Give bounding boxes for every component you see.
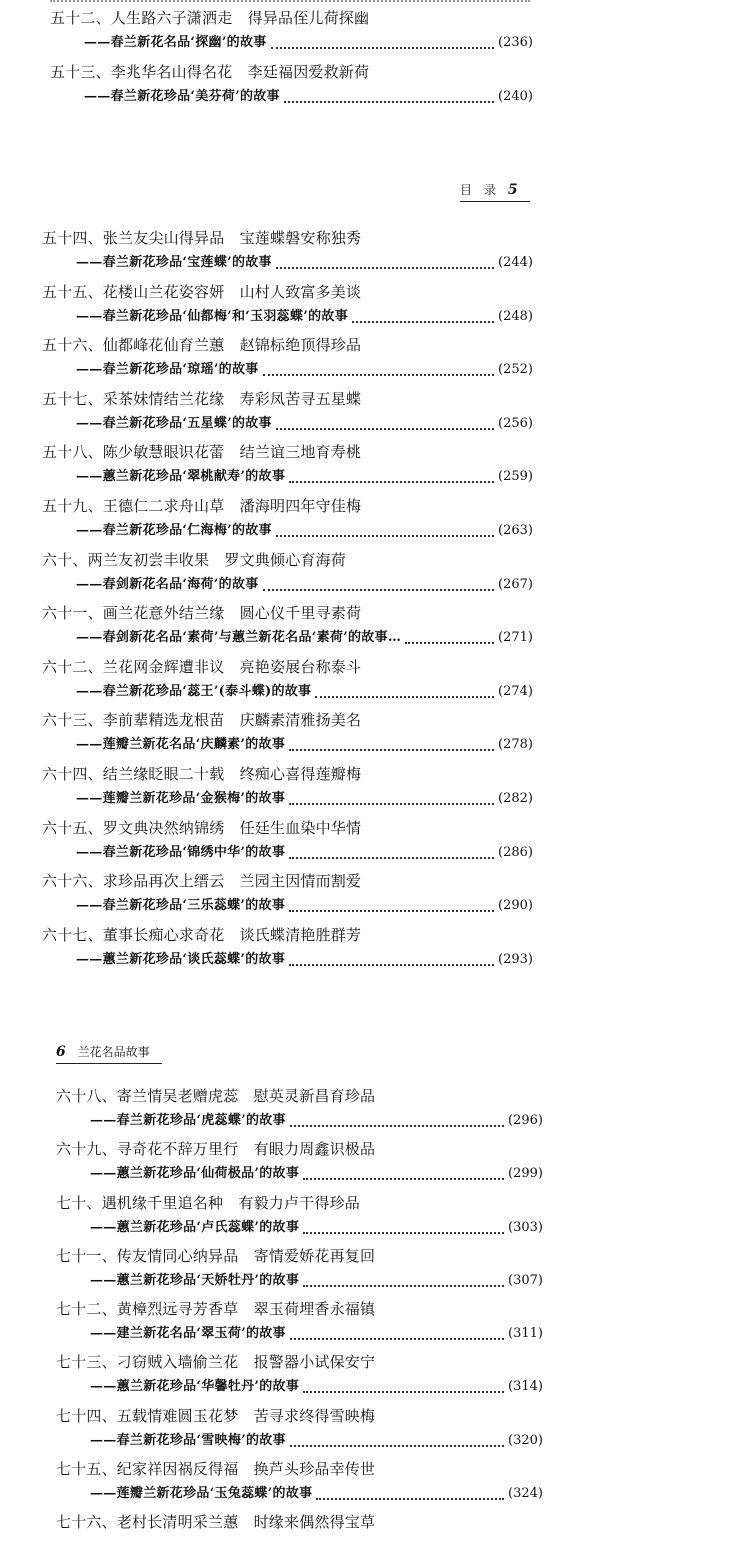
story-line xyxy=(56,1165,543,1183)
story-line xyxy=(50,88,533,106)
chapter-title: 五十二、人生路六子潇洒走 得异品侄儿荷探幽 xyxy=(50,9,370,27)
story-subtitle: ——春剑新花名品‘海荷’的故事 xyxy=(76,576,259,592)
toc-entry xyxy=(56,1352,543,1405)
story-line xyxy=(42,790,533,808)
story-subtitle: ——莲瓣兰新花名品‘庆麟素’的故事 xyxy=(76,737,286,753)
chapter-title: 七十二、黄樟烈远寻芳香草 翠玉荷埋香永福镇 xyxy=(56,1300,376,1319)
dot-leader xyxy=(289,847,494,859)
story-line xyxy=(56,1272,543,1290)
chapter-title: 五十三、李兆华名山得名花 李廷福因爱救新荷 xyxy=(50,62,370,81)
story-subtitle: ——蕙兰新花珍品‘华馨牡丹’的故事 xyxy=(90,1379,300,1395)
story-line xyxy=(42,736,533,754)
dot-leader xyxy=(405,632,494,644)
dot-leader xyxy=(303,1381,504,1393)
chapter-title: 五十九、王德仁二求舟山草 潘海明四年守佳梅 xyxy=(42,496,362,515)
story-line xyxy=(42,844,533,862)
page-number: (293) xyxy=(498,951,533,967)
toc-entry xyxy=(42,228,533,282)
page-header-right xyxy=(460,182,530,202)
chapter-title: 六十二、兰花网金辉遭非议 亮艳姿展台称泰斗 xyxy=(42,657,362,676)
toc-entry xyxy=(42,710,533,764)
story-line xyxy=(42,897,533,915)
page-number: (307) xyxy=(508,1272,543,1288)
toc-entry xyxy=(56,1512,543,1565)
story-subtitle: ——春兰新花珍品‘锦绣中华’的故事 xyxy=(76,844,286,860)
toc-entry xyxy=(42,818,533,872)
chapter-title: 六十一、画兰花意外结兰缘 圆心仪千里寻素荷 xyxy=(42,604,362,623)
toc-entry xyxy=(42,282,533,336)
cut-off-previous-line xyxy=(50,0,530,6)
page-number: (303) xyxy=(508,1219,543,1235)
chapter-title: 六十九、寻奇花不辞万里行 有眼力周鑫识极品 xyxy=(56,1140,376,1159)
story-line xyxy=(56,1112,543,1130)
story-subtitle: ——春兰新花珍品‘宝莲蝶’的故事 xyxy=(76,255,272,270)
dot-leader xyxy=(276,418,494,430)
story-subtitle: ——蕙兰新花珍品‘谈氏蕊蝶’的故事 xyxy=(76,951,286,967)
dot-leader xyxy=(289,793,494,805)
page-number: (248) xyxy=(498,308,533,324)
page-number: (274) xyxy=(498,683,533,699)
toc-entry xyxy=(42,871,533,925)
dot-leader xyxy=(290,1115,504,1127)
story-line xyxy=(42,254,533,272)
page-number: (236) xyxy=(498,35,533,50)
story-subtitle: ——春兰新花珍品‘雪映梅’的故事 xyxy=(90,1432,286,1448)
page-number: (286) xyxy=(498,844,533,860)
dot-leader xyxy=(290,1328,504,1340)
page-number: (256) xyxy=(498,415,533,431)
chapter-title: 六十六、求珍品再次上缙云 兰园主因情而割爱 xyxy=(42,872,362,891)
story-subtitle: ——莲瓣兰新花珍品‘玉兔蕊蝶’的故事 xyxy=(90,1486,313,1502)
dot-leader xyxy=(303,1275,504,1287)
story-subtitle: ——蕙兰新花珍品‘翠桃献寿’的故事 xyxy=(76,469,286,485)
story-subtitle: ——春兰新花珍品‘蕊王’(泰斗蝶)的故事 xyxy=(76,683,312,699)
toc-section-bottom xyxy=(56,1086,543,1566)
chapter-title: 七十五、纪家祥因祸反得福 换芦头珍品幸传世 xyxy=(56,1460,376,1479)
toc-entry xyxy=(42,764,533,818)
toc-entry xyxy=(50,8,533,62)
toc-entry xyxy=(42,657,533,711)
chapter-title: 六十四、结兰缘眨眼二十载 终痴心喜得莲瓣梅 xyxy=(42,764,362,783)
story-line xyxy=(42,683,533,701)
story-line xyxy=(56,1325,543,1343)
toc-entry xyxy=(56,1459,543,1512)
page-number: (252) xyxy=(498,362,533,378)
story-line xyxy=(42,522,533,540)
dot-leader xyxy=(271,37,494,49)
dot-leader xyxy=(289,954,494,966)
dot-leader xyxy=(315,686,494,698)
toc-entry xyxy=(42,442,533,496)
story-line xyxy=(56,1378,543,1396)
story-subtitle: ——春兰新花珍品‘琼瑶’的故事 xyxy=(76,362,259,378)
page-number: (263) xyxy=(498,522,533,538)
page-number: (299) xyxy=(508,1166,543,1182)
story-line xyxy=(50,34,533,52)
story-subtitle: ——春兰新花名品‘探幽’的故事 xyxy=(84,35,267,50)
chapter-title: 五十八、陈少敏慧眼识花蕾 结兰谊三地育寿桃 xyxy=(42,443,362,462)
story-subtitle: ——建兰新花名品‘翠玉荷’的故事 xyxy=(90,1326,286,1342)
toc-entry xyxy=(42,603,533,657)
toc-entry xyxy=(56,1246,543,1299)
story-line xyxy=(42,951,533,969)
story-line xyxy=(56,1485,543,1503)
dot-leader xyxy=(352,311,494,323)
chapter-title: 六十五、罗文典决然纳锦绣 任廷生血染中华情 xyxy=(42,818,362,837)
dot-leader xyxy=(284,91,494,103)
toc-entry xyxy=(56,1086,543,1139)
chapter-title: 七十六、老村长清明采兰蕙 时缘来偶然得宝草 xyxy=(56,1513,376,1532)
page-number: (244) xyxy=(498,255,533,270)
story-subtitle: ——春兰新花珍品‘五星蝶’的故事 xyxy=(76,415,272,431)
dot-leader xyxy=(276,257,494,269)
chapter-title: 六十七、董事长痴心求奇花 谈氏蝶清艳胜群芳 xyxy=(42,925,362,944)
page-number: (240) xyxy=(498,88,533,104)
chapter-title: 五十六、仙都峰花仙育兰蕙 赵锦标绝顶得珍品 xyxy=(42,336,362,355)
dot-leader xyxy=(289,739,494,751)
chapter-title: 七十一、传友情同心纳异品 寄情爱娇花再复回 xyxy=(56,1246,376,1265)
dot-leader xyxy=(263,364,494,376)
story-subtitle: ——蕙兰新花珍品‘仙荷极品’的故事 xyxy=(90,1166,300,1182)
dot-leader xyxy=(303,1222,504,1234)
header-text: 兰花名品故事 xyxy=(77,1045,150,1059)
toc-entry xyxy=(50,62,533,116)
chapter-title: 六十三、李前辈精选龙根苗 庆麟素清雅扬美名 xyxy=(42,711,362,730)
page-number: (314) xyxy=(508,1379,543,1395)
chapter-title: 七十、遇机缘千里追名种 有毅力卢干得珍品 xyxy=(56,1193,361,1212)
dot-leader xyxy=(276,525,494,537)
story-line xyxy=(42,576,533,594)
dot-leader xyxy=(263,579,494,591)
toc-entry xyxy=(56,1139,543,1192)
header-page-number: 6 xyxy=(56,1044,66,1060)
toc-entry xyxy=(42,389,533,443)
story-line xyxy=(56,1219,543,1237)
story-line xyxy=(42,415,533,433)
story-line xyxy=(56,1432,543,1450)
story-subtitle: ——春兰新花珍品‘美芬荷’的故事 xyxy=(84,88,280,104)
page-number: (324) xyxy=(508,1486,543,1502)
toc-entry xyxy=(56,1193,543,1246)
story-subtitle: ——春兰新花珍品‘三乐蕊蝶’的故事 xyxy=(76,898,286,914)
story-subtitle: ——蕙兰新花珍品‘卢氏蕊蝶’的故事 xyxy=(90,1219,300,1235)
story-subtitle: ——蕙兰新花珍品‘天娇牡丹’的故事 xyxy=(90,1272,300,1288)
page-number: (290) xyxy=(498,898,533,914)
toc-section-middle xyxy=(42,228,533,978)
page-number: (271) xyxy=(498,630,533,646)
story-subtitle: ——春兰新花珍品‘仁海梅’的故事 xyxy=(76,522,272,538)
header-page-number: 5 xyxy=(507,182,518,198)
page-number: (267) xyxy=(498,576,533,592)
story-line xyxy=(42,361,533,379)
chapter-title: 七十四、五载情难圆玉花梦 苦寻求终得雪映梅 xyxy=(56,1406,376,1425)
dot-leader xyxy=(289,900,494,912)
page-number: (282) xyxy=(498,790,533,806)
page-number: (311) xyxy=(508,1326,543,1342)
story-line xyxy=(42,629,533,647)
story-line xyxy=(42,468,533,486)
toc-entry xyxy=(42,550,533,604)
chapter-title: 五十四、张兰友尖山得异品 宝莲蝶磐安称独秀 xyxy=(42,229,362,247)
page-header-left xyxy=(56,1044,162,1064)
toc-section-top xyxy=(50,8,533,115)
story-subtitle: ——莲瓣兰新花珍品‘金猴梅’的故事 xyxy=(76,790,286,806)
dot-leader xyxy=(316,1488,504,1500)
toc-entry xyxy=(42,925,533,979)
page-number: (320) xyxy=(508,1432,543,1448)
story-subtitle: ——春兰新花珍品‘虎蕊蝶’的故事 xyxy=(90,1113,286,1128)
dot-leader xyxy=(290,1435,504,1447)
chapter-title: 五十五、花楼山兰花姿容妍 山村人致富多美谈 xyxy=(42,282,362,301)
header-text: 目 录 xyxy=(460,183,497,197)
page-number: (278) xyxy=(498,737,533,753)
toc-entry xyxy=(56,1299,543,1352)
chapter-title: 七十三、刁窃贼入墙偷兰花 报警器小试保安宁 xyxy=(56,1353,376,1372)
chapter-title: 六十、两兰友初尝丰收果 罗文典倾心育海荷 xyxy=(42,550,347,569)
dot-leader xyxy=(303,1168,504,1180)
toc-entry xyxy=(42,335,533,389)
page-number: (259) xyxy=(498,469,533,485)
chapter-title: 五十七、采茶妹情结兰花缘 寿彩凤苦寻五星蝶 xyxy=(42,389,362,408)
story-subtitle: ——春兰新花珍品‘仙都梅’和‘玉羽蕊蝶’的故事 xyxy=(76,308,349,324)
story-subtitle: ——春剑新花名品‘素荷’与蕙兰新花名品‘素荷’的故事… xyxy=(76,630,402,646)
toc-entry xyxy=(56,1406,543,1459)
page-number: (296) xyxy=(508,1113,543,1128)
chapter-title: 六十八、寄兰情吴老赠虎蕊 慰英灵新昌育珍品 xyxy=(56,1087,376,1105)
dot-leader xyxy=(289,471,494,483)
toc-entry xyxy=(42,496,533,550)
story-line xyxy=(42,308,533,326)
